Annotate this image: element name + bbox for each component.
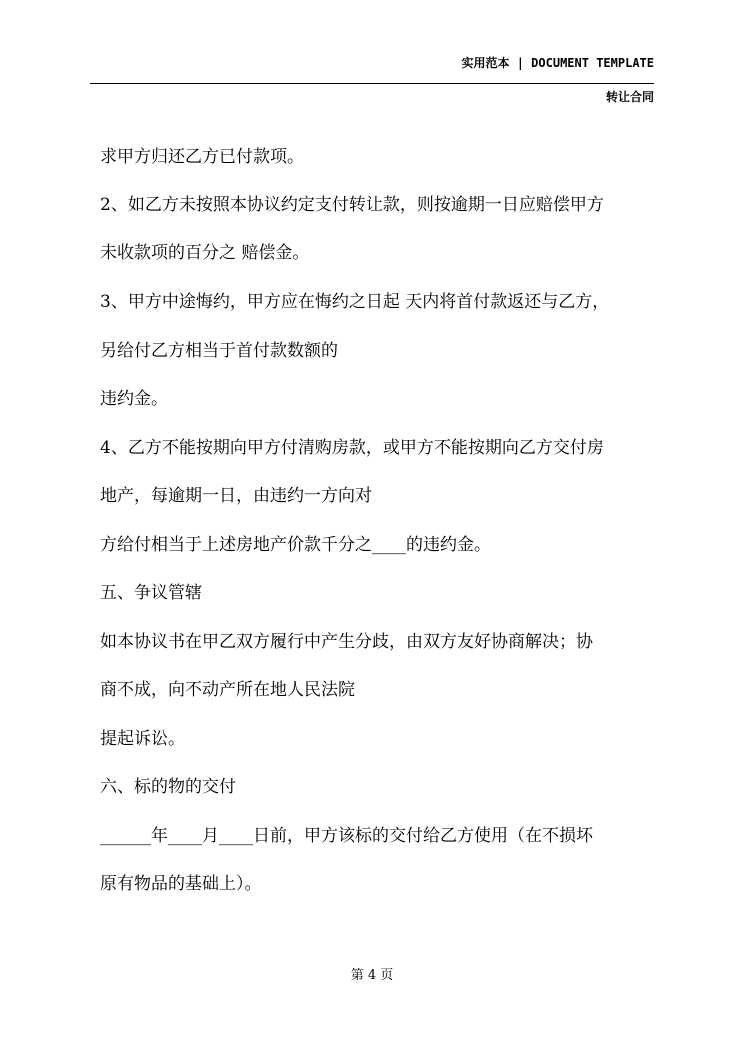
body-line: 2、如乙方未按照本协议约定支付转让款，则按逾期一日应赔偿甲方 xyxy=(100,195,604,215)
body-line: 方给付相当于上述房地产价款千分之____的违约金。 xyxy=(100,535,491,555)
body-line: 求甲方归还乙方已付款项。 xyxy=(100,147,304,167)
body-line: 商不成，向不动产所在地人民法院 xyxy=(100,680,355,700)
body-line: 违约金。 xyxy=(100,389,168,409)
body-line: ______年____月____日前，甲方该标的交付给乙方使用（在不损坏 xyxy=(100,826,593,846)
body-line: 3、甲方中途悔约，甲方应在悔约之日起 天内将首付款返还与乙方， xyxy=(100,292,610,312)
page-number: 第 4 页 xyxy=(350,968,394,983)
header-divider xyxy=(90,83,654,84)
header-subtitle: 转让合同 xyxy=(605,90,654,104)
header-title: 实用范本 | DOCUMENT TEMPLATE xyxy=(461,56,654,70)
body-line: 地产，每逾期一日，由违约一方向对 xyxy=(100,486,372,506)
section-heading: 五、争议管辖 xyxy=(100,583,202,603)
body-line: 提起诉讼。 xyxy=(100,729,185,749)
section-heading: 六、标的物的交付 xyxy=(100,777,236,797)
body-line: 另给付乙方相当于首付款数额的 xyxy=(100,341,338,361)
body-line: 如本协议书在甲乙双方履行中产生分歧，由双方友好协商解决；协 xyxy=(100,632,593,652)
body-line: 未收款项的百分之 赔偿金。 xyxy=(100,243,310,263)
body-line: 4、乙方不能按期向甲方付清购房款，或甲方不能按期向乙方交付房 xyxy=(100,438,604,458)
body-line: 原有物品的基础上）。 xyxy=(100,874,262,894)
